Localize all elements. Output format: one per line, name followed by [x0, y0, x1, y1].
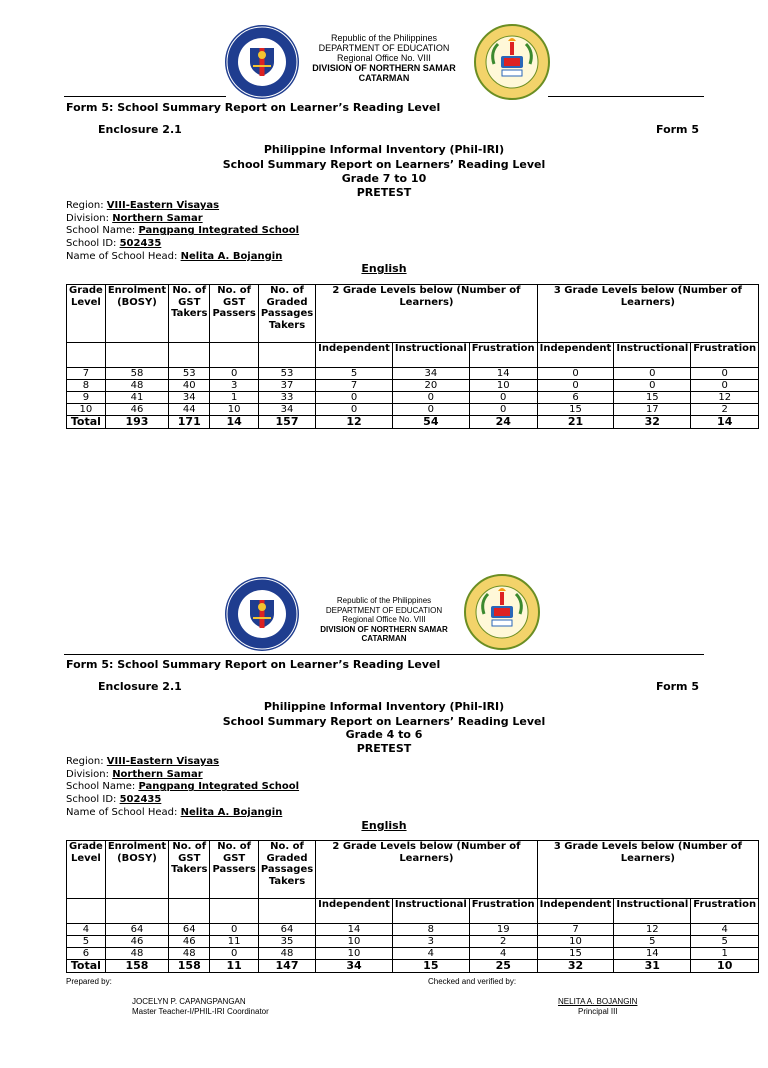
col-enrolment: Enrolment (BOSY) — [105, 285, 168, 343]
enrolment-cell: 48 — [105, 380, 168, 392]
subcol-instructional: Instructional — [392, 899, 469, 924]
col-graded-takers: No. of Graded Passages Takers — [258, 285, 315, 343]
frustration-2-cell: 0 — [469, 392, 537, 404]
prepared-by-label: Prepared by: — [66, 977, 112, 986]
frustration-2-cell: 24 — [469, 416, 537, 429]
instructional-3-cell: 0 — [614, 380, 691, 392]
grade-cell: 7 — [67, 368, 106, 380]
gst-passers-cell: 3 — [210, 380, 258, 392]
division-value: Northern Samar — [112, 768, 203, 780]
frustration-2-cell: 4 — [469, 948, 537, 960]
total-row — [67, 416, 759, 429]
city-heading: CATARMAN — [358, 73, 410, 83]
department-text: DEPARTMENT OF EDUCATION — [318, 43, 450, 53]
col-grade-level: Grade Level — [67, 285, 106, 343]
graded-takers-cell: 37 — [258, 380, 315, 392]
school-id-label: School ID: — [66, 794, 117, 806]
subcol-independent: Independent — [316, 343, 393, 368]
form-title: Form 5: School Summary Report on Learner’s Reading Level — [66, 658, 441, 671]
independent-2-cell: 34 — [316, 960, 393, 973]
school-seal-icon — [474, 24, 550, 100]
gst-takers-cell: 158 — [169, 960, 210, 973]
division-label: Division: — [66, 212, 109, 224]
gst-takers-cell: 53 — [169, 368, 210, 380]
regional-office-text: Regional Office No. VIII — [342, 615, 426, 624]
subcol-instructional: Instructional — [614, 343, 691, 368]
independent-2-cell: 7 — [316, 380, 393, 392]
frustration-3-cell: 12 — [691, 392, 759, 404]
reading-level-table — [66, 840, 759, 973]
graded-takers-cell: 35 — [258, 936, 315, 948]
form-title: Form 5: School Summary Report on Learner’s Reading Level — [66, 101, 441, 114]
instructional-2-cell: 3 — [392, 936, 469, 948]
gst-passers-cell: 0 — [210, 948, 258, 960]
gst-passers-cell: 1 — [210, 392, 258, 404]
frustration-3-cell: 5 — [691, 936, 759, 948]
deped-seal-icon — [224, 24, 300, 100]
table-row — [67, 404, 759, 416]
instructional-3-cell: 12 — [614, 924, 691, 936]
frustration-3-cell: 0 — [691, 368, 759, 380]
school-label: School Name: — [66, 225, 136, 237]
region-value: VIII-Eastern Visayas — [106, 756, 220, 767]
department-text: DEPARTMENT OF EDUCATION — [325, 605, 443, 615]
subcol-independent: Independent — [316, 899, 393, 924]
independent-3-cell: 32 — [537, 960, 614, 973]
republic-text: Republic of the Philippines — [330, 33, 438, 43]
col-enrolment: Enrolment (BOSY) — [105, 841, 168, 899]
col-gst-takers: No. of GST Takers — [169, 285, 210, 343]
graded-takers-cell: 53 — [258, 368, 315, 380]
school-head-value: Nelita A. Bojangin — [180, 806, 283, 818]
total-row — [67, 960, 759, 973]
letterhead — [300, 596, 468, 644]
independent-2-cell: 0 — [316, 392, 393, 404]
letterhead — [300, 33, 468, 83]
grade-cell: 9 — [67, 392, 106, 404]
region-label: Region: — [66, 756, 104, 767]
independent-3-cell: 7 — [537, 924, 614, 936]
col-two-grade-below: 2 Grade Levels below (Number of Learners) — [316, 841, 537, 899]
enrolment-cell: 46 — [105, 404, 168, 416]
report-title: Philippine Informal Inventory (Phil-IRI) — [263, 700, 505, 713]
independent-2-cell: 14 — [316, 924, 393, 936]
frustration-3-cell: 0 — [691, 380, 759, 392]
subcol-frustration: Frustration — [691, 343, 759, 368]
subcol-frustration: Frustration — [691, 899, 759, 924]
grade-range: Grade 7 to 10 — [341, 172, 427, 185]
instructional-3-cell: 32 — [614, 416, 691, 429]
instructional-3-cell: 14 — [614, 948, 691, 960]
col-gst-passers: No. of GST Passers — [210, 285, 258, 343]
independent-3-cell: 6 — [537, 392, 614, 404]
prepared-by-name: JOCELYN P. CAPANGPANGAN — [132, 997, 246, 1006]
independent-2-cell: 12 — [316, 416, 393, 429]
division-value: Northern Samar — [112, 212, 203, 224]
graded-takers-cell: 34 — [258, 404, 315, 416]
school-seal-icon — [464, 574, 540, 650]
school-head-value: Nelita A. Bojangin — [180, 250, 283, 262]
gst-passers-cell: 10 — [210, 404, 258, 416]
instructional-2-cell: 4 — [392, 948, 469, 960]
table-row — [67, 936, 759, 948]
instructional-3-cell: 5 — [614, 936, 691, 948]
checked-by-title: Principal III — [578, 1007, 618, 1016]
gst-takers-cell: 64 — [169, 924, 210, 936]
col-gst-takers: No. of GST Takers — [169, 841, 210, 899]
enclosure-label: Enclosure 2.1 — [98, 123, 182, 136]
gst-takers-cell: 46 — [169, 936, 210, 948]
enrolment-cell: 58 — [105, 368, 168, 380]
republic-text: Republic of the Philippines — [336, 596, 432, 605]
gst-takers-cell: 44 — [169, 404, 210, 416]
frustration-2-cell: 14 — [469, 368, 537, 380]
grade-cell: 5 — [67, 936, 106, 948]
graded-takers-cell: 48 — [258, 948, 315, 960]
table-row — [67, 392, 759, 404]
table-row — [67, 380, 759, 392]
frustration-3-cell: 14 — [691, 416, 759, 429]
instructional-3-cell: 15 — [614, 392, 691, 404]
independent-2-cell: 10 — [316, 948, 393, 960]
enrolment-cell: 193 — [105, 416, 168, 429]
instructional-2-cell: 8 — [392, 924, 469, 936]
graded-takers-cell: 33 — [258, 392, 315, 404]
frustration-3-cell: 2 — [691, 404, 759, 416]
gst-passers-cell: 11 — [210, 936, 258, 948]
gst-takers-cell: 48 — [169, 948, 210, 960]
gst-passers-cell: 11 — [210, 960, 258, 973]
instructional-2-cell: 54 — [392, 416, 469, 429]
school-id-value: 502435 — [119, 238, 162, 250]
frustration-2-cell: 2 — [469, 936, 537, 948]
grade-cell: Total — [67, 960, 106, 973]
frustration-2-cell: 0 — [469, 404, 537, 416]
enclosure-label: Enclosure 2.1 — [98, 680, 182, 693]
checked-by-name: NELITA A. BOJANGIN — [558, 997, 638, 1006]
form-number: Form 5 — [656, 123, 699, 136]
table-row — [67, 924, 759, 936]
instructional-2-cell: 20 — [392, 380, 469, 392]
instructional-3-cell: 0 — [614, 368, 691, 380]
division-heading: DIVISION OF NORTHERN SAMAR — [320, 624, 448, 634]
checked-by-label: Checked and verified by: — [428, 977, 517, 986]
table-row — [67, 368, 759, 380]
division-heading: DIVISION OF NORTHERN SAMAR — [312, 63, 456, 73]
col-three-grade-below: 3 Grade Levels below (Number of Learners) — [537, 285, 758, 343]
frustration-3-cell: 4 — [691, 924, 759, 936]
test-type: PRETEST — [356, 742, 412, 755]
prepared-by-title: Master Teacher-I/PHIL-IRI Coordinator — [132, 1007, 269, 1016]
region-label: Region: — [66, 200, 104, 211]
frustration-2-cell: 19 — [469, 924, 537, 936]
grade-cell: 8 — [67, 380, 106, 392]
independent-2-cell: 5 — [316, 368, 393, 380]
grade-cell: 10 — [67, 404, 106, 416]
school-info — [66, 756, 299, 820]
report-section-grade-7-10 — [0, 0, 768, 512]
subcol-frustration: Frustration — [469, 899, 537, 924]
school-value: Pangpang Integrated School — [138, 781, 300, 793]
independent-3-cell: 15 — [537, 404, 614, 416]
frustration-3-cell: 10 — [691, 960, 759, 973]
col-two-grade-below: 2 Grade Levels below (Number of Learners) — [316, 285, 537, 343]
instructional-2-cell: 15 — [392, 960, 469, 973]
region-value: VIII-Eastern Visayas — [106, 200, 220, 211]
report-title: Philippine Informal Inventory (Phil-IRI) — [263, 143, 505, 156]
subcol-independent: Independent — [537, 343, 614, 368]
grade-range: Grade 4 to 6 — [345, 728, 423, 741]
subcol-instructional: Instructional — [392, 343, 469, 368]
reading-level-table — [66, 284, 759, 429]
test-type: PRETEST — [356, 186, 412, 199]
city-heading: CATARMAN — [361, 634, 407, 643]
school-label: School Name: — [66, 781, 136, 793]
header-rule-left — [64, 96, 226, 97]
enrolment-cell: 46 — [105, 936, 168, 948]
subject-heading: English — [361, 262, 407, 275]
school-info — [66, 200, 299, 264]
instructional-2-cell: 34 — [392, 368, 469, 380]
report-subtitle: School Summary Report on Learners’ Reading Level — [222, 158, 546, 171]
gst-takers-cell: 40 — [169, 380, 210, 392]
school-id-value: 502435 — [119, 794, 162, 806]
instructional-3-cell: 31 — [614, 960, 691, 973]
frustration-2-cell: 10 — [469, 380, 537, 392]
independent-3-cell: 15 — [537, 948, 614, 960]
instructional-3-cell: 17 — [614, 404, 691, 416]
table-row — [67, 948, 759, 960]
division-label: Division: — [66, 768, 109, 780]
independent-2-cell: 0 — [316, 404, 393, 416]
school-id-label: School ID: — [66, 238, 117, 250]
subcol-frustration: Frustration — [469, 343, 537, 368]
header-rule — [64, 654, 704, 655]
deped-seal-icon — [224, 576, 300, 652]
school-head-label: Name of School Head: — [66, 806, 178, 818]
independent-3-cell: 21 — [537, 416, 614, 429]
col-three-grade-below: 3 Grade Levels below (Number of Learners) — [537, 841, 758, 899]
frustration-3-cell: 1 — [691, 948, 759, 960]
report-section-grade-4-6 — [0, 556, 768, 1068]
subcol-independent: Independent — [537, 899, 614, 924]
enrolment-cell: 158 — [105, 960, 168, 973]
enrolment-cell: 64 — [105, 924, 168, 936]
gst-takers-cell: 171 — [169, 416, 210, 429]
independent-2-cell: 10 — [316, 936, 393, 948]
regional-office-text: Regional Office No. VIII — [337, 53, 431, 63]
instructional-2-cell: 0 — [392, 404, 469, 416]
school-value: Pangpang Integrated School — [138, 225, 300, 237]
grade-cell: 4 — [67, 924, 106, 936]
school-head-label: Name of School Head: — [66, 250, 178, 262]
gst-passers-cell: 14 — [210, 416, 258, 429]
frustration-2-cell: 25 — [469, 960, 537, 973]
grade-cell: Total — [67, 416, 106, 429]
col-grade-level: Grade Level — [67, 841, 106, 899]
gst-passers-cell: 0 — [210, 924, 258, 936]
enrolment-cell: 41 — [105, 392, 168, 404]
graded-takers-cell: 147 — [258, 960, 315, 973]
graded-takers-cell: 64 — [258, 924, 315, 936]
header-rule-right — [548, 96, 704, 97]
independent-3-cell: 0 — [537, 368, 614, 380]
col-gst-passers: No. of GST Passers — [210, 841, 258, 899]
instructional-2-cell: 0 — [392, 392, 469, 404]
gst-passers-cell: 0 — [210, 368, 258, 380]
table-body — [67, 924, 759, 973]
independent-3-cell: 0 — [537, 380, 614, 392]
subcol-instructional: Instructional — [614, 899, 691, 924]
report-subtitle: School Summary Report on Learners’ Reading Level — [222, 715, 546, 728]
col-graded-takers: No. of Graded Passages Takers — [258, 841, 315, 899]
graded-takers-cell: 157 — [258, 416, 315, 429]
gst-takers-cell: 34 — [169, 392, 210, 404]
independent-3-cell: 10 — [537, 936, 614, 948]
enrolment-cell: 48 — [105, 948, 168, 960]
grade-cell: 6 — [67, 948, 106, 960]
form-number: Form 5 — [656, 680, 699, 693]
table-body — [67, 368, 759, 429]
subject-heading: English — [361, 819, 407, 832]
